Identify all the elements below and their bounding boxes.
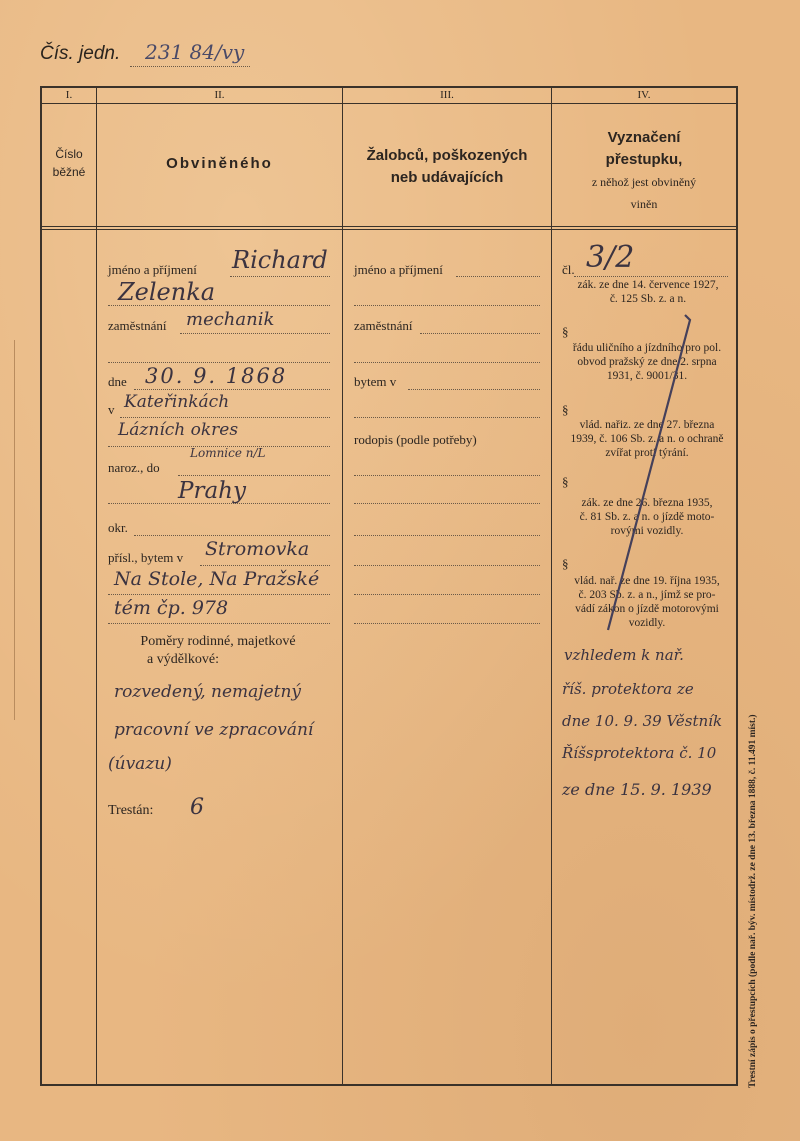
strike-slash-path [608, 315, 690, 630]
col-header-4-line4: viněn [630, 197, 658, 211]
note-line-1: vzhledem k nař. [564, 646, 684, 664]
dots-residence [200, 565, 330, 566]
law3-text-1: vlád. nařiz. ze dne 27. března [579, 419, 715, 431]
col-header-1 [42, 145, 96, 181]
label-born-to: naroz., do [108, 460, 160, 475]
law1-section: čl. [562, 262, 575, 277]
col-header-4-line3: z něhož jest obviněný [591, 175, 697, 189]
law1-text-2: č. 125 Sb. z. a n. [609, 293, 687, 305]
law5-text-4: vozidly. [628, 617, 666, 629]
dots-plaintiff-desc-3 [354, 535, 540, 536]
law2-section: § [562, 324, 569, 339]
law2-text-3: 1931, č. 9001/31. [606, 370, 688, 382]
value-born-to: Prahy [178, 478, 246, 504]
col-num-4: IV. [637, 89, 651, 101]
reference-line [130, 66, 250, 67]
law2-text-1: řádu uličního a jízdního pro pol. [572, 342, 722, 354]
law1-text-1: zák. ze dne 14. července 1927, [577, 279, 719, 291]
law4-text-3: rovými vozidly. [610, 525, 684, 537]
dots-plaintiff-occupation [420, 333, 540, 334]
law4-text-1: zák. ze dne 26. března 1935, [581, 497, 713, 509]
value-circumstances-1: rozvedený, nemajetný [114, 682, 302, 702]
label-plaintiff-residence: bytem v [354, 374, 397, 389]
dots-plaintiff-desc-5 [354, 594, 540, 595]
col-header-3-line1: Žalobců, poškozených [366, 147, 528, 164]
value-occupation: mechanik [186, 309, 275, 330]
col-header-1-line1: Číslo [55, 147, 83, 161]
col-header-4 [552, 127, 736, 215]
note-line-5: ze dne 15. 9. 1939 [562, 780, 712, 799]
value-circumstances-3: (úvazu) [108, 754, 172, 774]
dots-occupation-2 [108, 362, 330, 363]
dots-law1 [574, 276, 728, 277]
dots-plaintiff-desc-1 [354, 475, 540, 476]
header-bottom-line [42, 226, 736, 227]
dots-plaintiff-residence [408, 389, 540, 390]
col-header-3 [343, 145, 551, 189]
label-in: v [108, 402, 115, 417]
dots-plaintiff-desc-2 [354, 503, 540, 504]
label-circumstances-2: a výdělkové: [147, 652, 219, 667]
dots-plaintiff-desc-4 [354, 565, 540, 566]
dots-name [230, 276, 330, 277]
strike-slash [590, 300, 710, 640]
label-circumstances [108, 633, 328, 669]
col-line-2 [342, 88, 343, 1084]
law3-text-3: zvířat proti týrání. [605, 447, 689, 459]
dots-plaintiff-name [456, 276, 540, 277]
label-occupation: zaměstnání [108, 318, 167, 333]
col-num-3: III. [440, 89, 454, 101]
label-residence: přísl., bytem v [108, 550, 184, 565]
col-header-2: Obviněného [166, 155, 273, 172]
col-num-1: I. [65, 89, 73, 101]
side-note: Trestní zápis o přestupcích (podle nař. býv. místodrž. ze dne 13. března 1888, č. 11.491 míst.) [748, 714, 758, 1088]
col-line-1 [96, 88, 97, 1084]
col-header-4-line1: Vyznačení [607, 129, 681, 146]
dots-born-to [178, 475, 330, 476]
value-birth-place-2: Lázních okres [118, 420, 239, 440]
dots-plaintiff-desc-6 [354, 623, 540, 624]
value-birth-date: 30. 9. 1868 [145, 364, 288, 388]
value-surname: Zelenka [118, 278, 216, 306]
dots-date [134, 389, 330, 390]
label-punished: Trestán: [108, 803, 154, 818]
col-header-3-line2: neb udávajících [390, 169, 504, 186]
label-circumstances-1: Poměry rodinné, majetkové [140, 634, 296, 649]
label-district: okr. [108, 520, 128, 535]
value-birth-place-1: Kateřinkách [124, 392, 230, 412]
law5-text-1: vlád. nař. ze dne 19. října 1935, [574, 575, 720, 587]
law4-text-2: č. 81 Sb. z. a n. o jízdě moto- [579, 511, 715, 523]
dots-plaintiff-name-2 [354, 305, 540, 306]
reference-label: Čís. jedn. [40, 43, 121, 64]
value-birth-place-3: Lomnice n/L [190, 446, 266, 460]
col-num-2: II. [214, 89, 225, 101]
note-line-3: dne 10. 9. 39 Věstník [562, 712, 723, 730]
law4-section: § [562, 474, 569, 489]
margin-fold [14, 340, 15, 720]
dots-residence-3 [108, 623, 330, 624]
value-circumstances-2: pracovní ve zpracování [114, 720, 314, 740]
dots-district [134, 535, 330, 536]
law2-text-2: obvod pražský ze dne 2. srpna [577, 356, 717, 368]
dots-plaintiff-residence-2 [354, 417, 540, 418]
label-plaintiff-description: rodopis (podle potřeby) [354, 432, 477, 447]
note-line-2: říš. protektora ze [562, 680, 694, 698]
label-date: dne [108, 374, 127, 389]
value-first-name: Richard [232, 246, 328, 274]
col-header-4-line2: přestupku, [605, 151, 683, 168]
reference-number: 231 84/vy [145, 40, 245, 64]
law5-section: § [562, 556, 569, 571]
law5-text-3: vádí zákon o jízdě motorovými [575, 603, 719, 615]
header-bottom-line-2 [42, 229, 736, 230]
label-name: jméno a příjmení [108, 262, 197, 277]
value-punished: 6 [190, 795, 204, 820]
law3-section: § [562, 402, 569, 417]
note-line-4: Říšsprotektora č. 10 [562, 744, 717, 762]
value-residence-2: Na Stole, Na Pražské [114, 568, 320, 590]
law3-text-2: 1939, č. 106 Sb. z. a n. o ochraně [570, 433, 724, 445]
col-header-1-line2: běžné [52, 165, 86, 179]
dots-plaintiff-occupation-2 [354, 362, 540, 363]
dots-residence-2 [108, 594, 330, 595]
value-residence-1: Stromovka [205, 538, 310, 560]
value-law1-article: 3/2 [586, 240, 635, 275]
law5-text-2: č. 203 Sb. z. a n., jímž se pro- [578, 589, 716, 601]
roman-row-line [42, 103, 736, 104]
value-residence-3: tém čp. 978 [114, 597, 229, 619]
dots-in [120, 417, 330, 418]
col-line-3 [551, 88, 552, 1084]
dots-occupation [180, 333, 330, 334]
label-plaintiff-name: jméno a příjmení [354, 262, 443, 277]
label-plaintiff-occupation: zaměstnání [354, 318, 413, 333]
